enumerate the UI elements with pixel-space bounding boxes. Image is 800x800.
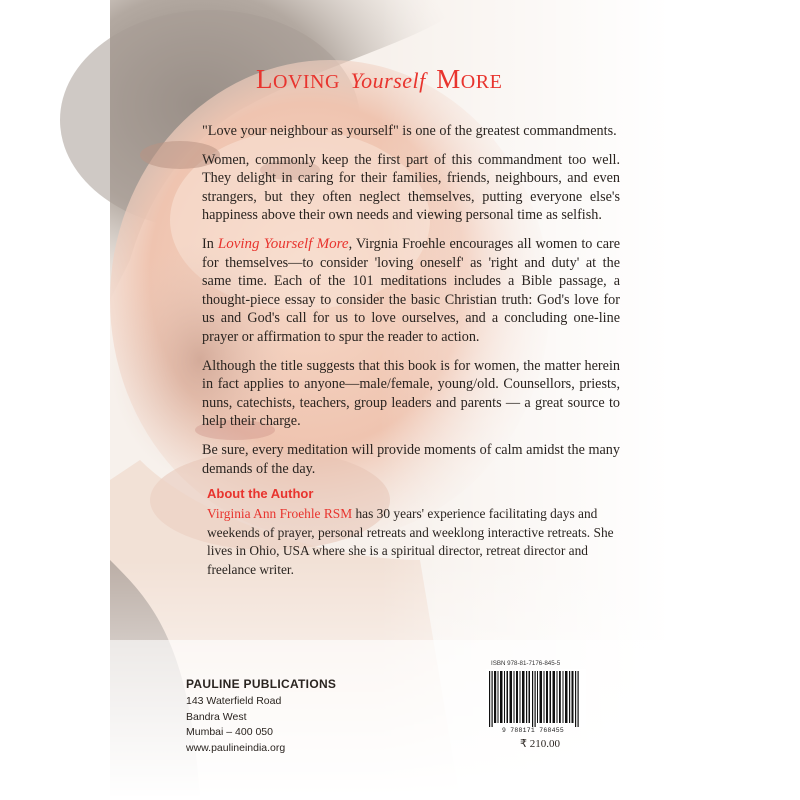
isbn-label: ISBN 978-81-7176-845-5 <box>491 660 561 667</box>
title-word-more: ORE <box>460 71 503 93</box>
author-name: Virginia Ann Froehle RSM <box>207 506 353 521</box>
book-title-inline: Loving Yourself More <box>217 235 349 252</box>
publisher-address-line-2: Bandra West <box>186 710 247 723</box>
publisher-name: PAULINE PUBLICATIONS <box>186 677 337 691</box>
publisher-block <box>186 677 336 756</box>
title-word-loving: OVING <box>273 71 340 93</box>
publisher-website: www.paulineindia.org <box>186 741 286 754</box>
price: ₹ 210.00 <box>520 738 560 750</box>
book-title <box>256 64 502 95</box>
barcode-digits: 9 788171 768455 <box>501 727 565 734</box>
blurb-paragraph-3-rest: , Virgnia Froehle encourages all women to care for themselves—to consider 'loving oneself' as 'right and duty' at the same time. Each of the 101 meditations includes a Bible passage, a thought-piece essay to consider the basic Christian truth: God's love for us and God's call for us to love ourselves, and a concluding one-line prayer or affirmation to spur the reader to action. <box>202 235 621 345</box>
title-initial-l: L <box>256 64 273 94</box>
about-author-text <box>207 505 617 579</box>
blurb-paragraph-1: "Love your neighbour as yourself" is one of the greatest commandments. <box>202 123 617 139</box>
blurb <box>202 122 620 488</box>
publisher-address-line-3: Mumbai – 400 050 <box>186 726 273 739</box>
blurb-paragraph-3 <box>202 235 620 347</box>
blurb-paragraph-4: Although the title suggests that this book is for women, the matter herein in fact applies to anyone—male/female, young/old. Counsellors, priests, nuns, catechists, teachers, group leaders and parents — a great source to help their charge. <box>202 357 620 430</box>
title-initial-m: M <box>436 64 461 94</box>
title-word-yourself: Yourself <box>350 68 426 93</box>
publisher-address-line-1: 143 Waterfield Road <box>186 695 282 707</box>
about-author-heading: About the Author <box>207 486 314 501</box>
blurb-paragraph-2: Women, commonly keep the first part of this commandment too well. They delight in caring for their families, friends, neighbours, and even strangers, but they often neglect themselves, putting everyone else's happiness above their own needs and viewing personal time as selfish. <box>202 151 620 224</box>
barcode-image <box>486 669 586 727</box>
author-bio: has 30 years' experience facilitating days and weekends of prayer, personal retreats and weeklong interactive retreats. She lives in Ohio, USA where she is a spiritual director, retreat director and freelance writer. <box>207 506 614 577</box>
blurb-paragraph-5: Be sure, every meditation will provide moments of calm amidst the many demands of the day. <box>202 441 620 477</box>
blurb-paragraph-3-lead: In <box>202 235 218 252</box>
